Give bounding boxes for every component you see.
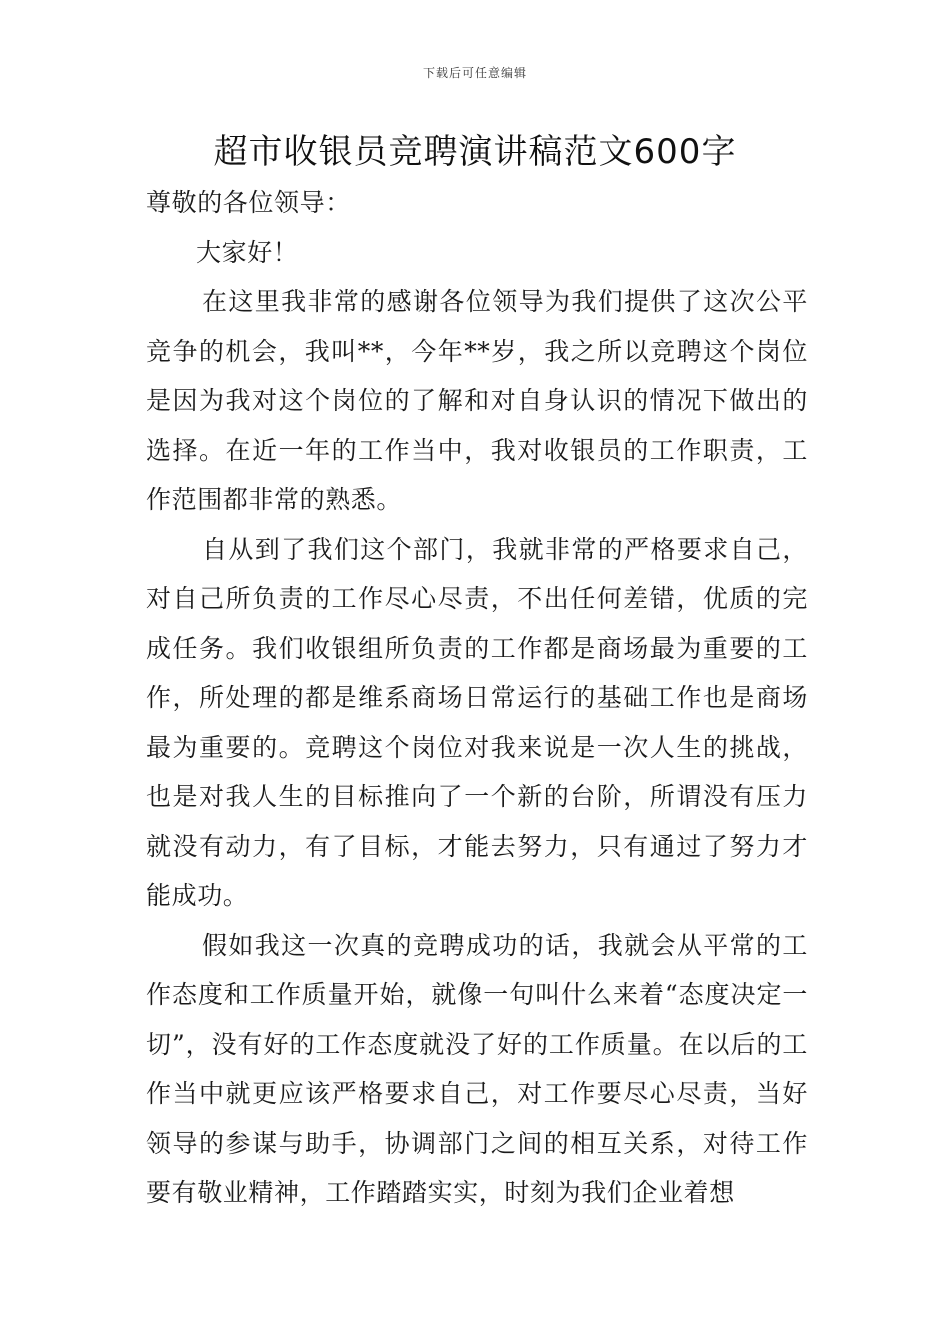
paragraph-1: 在这里我非常的感谢各位领导为我们提供了这次公平竞争的机会，我叫**，今年**岁，我之所以竞聘这个岗位是因为我对这个岗位的了解和对自身认识的情况下做出的选择。在近一年的工作当中，我对收银员的工作职责，工作范围都非常的熟悉。 — [146, 287, 808, 514]
paragraph-2: 自从到了我们这个部门，我就非常的严格要求自己，对自己所负责的工作尽心尽责，不出任何差错，优质的完成任务。我们收银组所负责的工作都是商场最为重要的工作，所处理的都是维系商场日常运行的基础工作也是商场最为重要的。竞聘这个岗位对我来说是一次人生的挑战，也是对我人生的目标推向了一个新的台阶，所谓没有压力就没有动力，有了目标，才能去努力，只有通过了努力才能成功。 — [146, 534, 808, 910]
greeting: 大家好！ — [196, 237, 299, 267]
page-header-note: 下载后可任意编辑 — [422, 66, 527, 80]
document-body — [146, 178, 808, 1218]
salutation: 尊敬的各位领导： — [146, 188, 351, 217]
document-title: 超市收银员竞聘演讲稿范文600字 — [213, 132, 737, 172]
paragraph-3: 假如我这一次真的竞聘成功的话，我就会从平常的工作态度和工作质量开始，就像一句叫什么来着“态度决定一切”，没有好的工作态度就没了好的工作质量。在以后的工作当中就更应该严格要求自己，对工作要尽心尽责，当好领导的参谋与助手，协调部门之间的相互关系，对待工作要有敬业精神，工作踏踏实实，时刻为我们企业着想 — [146, 930, 808, 1207]
